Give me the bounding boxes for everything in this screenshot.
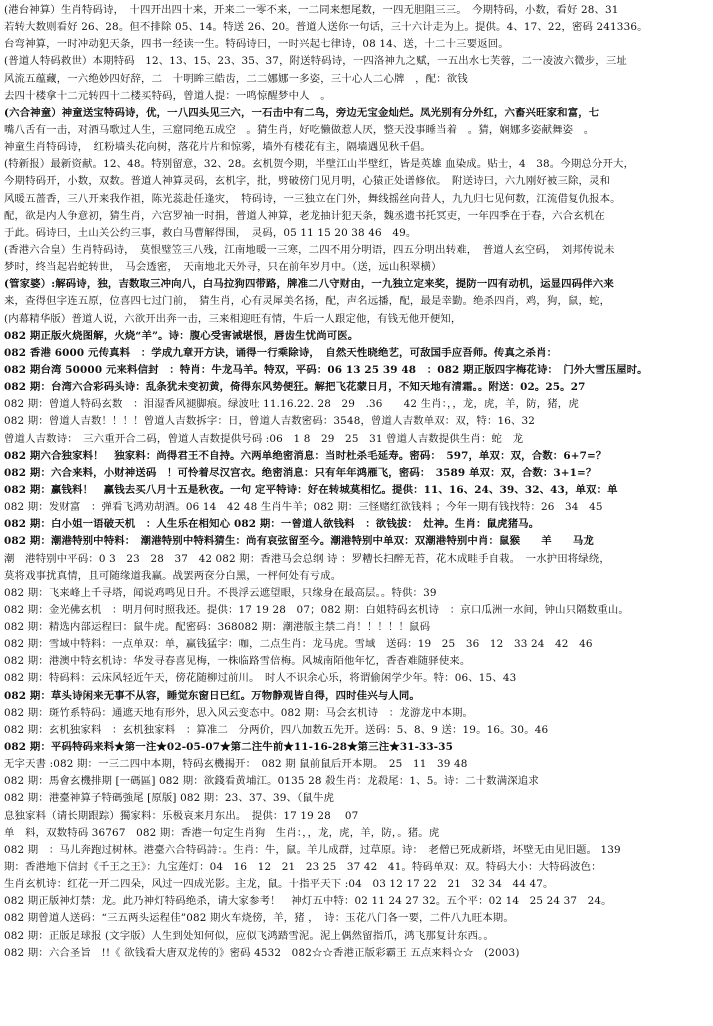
text-line: 082 期：特码料：云床风轻近午天，傍花随柳过前川。 时人不识余心乐，将谓偷闲学少年。特：06、15、43 xyxy=(4,672,517,685)
text-line: 于此。码诗曰，土山关公约三事，救白马曹解得围， 灵码，05 11 15 20 38 46 49。 xyxy=(4,226,417,239)
text-line: 曾道人吉数诗： 三六重开合二码，曾道人吉数提供号码 :06 1 8 29 25 31 曾道人吉数提供生肖：蛇 龙 xyxy=(4,432,524,445)
text-line: 082 期：六合圣旨 !!《 欲钱看大唐双龙传的》密码 4532 082☆☆香港正版彩霸王 五点来料☆☆ (2003) xyxy=(4,946,520,959)
text-line: 来，查得但字连五原，位喜四七过门前， 猜生肖，心有灵犀美名扬，配，声名远播，配，最是幸勤。绝杀四肖，鸡，狗，鼠，蛇， xyxy=(4,295,611,308)
text-line: 082 期正版神灯禁：龙。此乃神灯特码绝杀，请大家参考！ 神灯五中特：02 11 24 27 32。五个平：02 14 25 24 37 24。 xyxy=(4,895,612,908)
text-line: 082 期：港臺神算子特碼強尾 [原版] 082 期：23、37、39、（鼠牛虎 xyxy=(4,792,335,805)
text-line: 配，欲是内人争意初，猜生肖，六宫罗袖一时捐，普道人神算，老龙抽计犯天条，魏丞遗书托冥吏，一年四季在于春，六合玄机在 xyxy=(4,209,605,222)
text-line: 今期特码开，小数，双数。普道人神算灵码，玄机字，批，劈破傍门见月明，心猿正处谱修依。 附送诗曰，六九刚好被三除，灵和 xyxy=(4,175,611,188)
text-line: 082 期正版火烧图解，火烧“羊”。诗：腹心受害诫堪恨，唇齿生忧尚可医。 xyxy=(4,329,359,342)
text-line: 莫将戏事扰真情，且可随缘道我赢。战罢两奁分白黑，一枰何处有亏成。 xyxy=(4,569,342,582)
text-line: (港台神算）生肖特码诗， 十四开出四十来，开来二一零不来，一二同来想尾数，一四无胆阻三三。 今期特码，小数，看好 28、31 xyxy=(4,4,619,16)
text-line: 082 期台湾 50000 元来料信封 ：特肖：牛龙马羊。特双，平码：06 13 25 39 48 ：082 期正版四字梅花诗： 门外大雪压屋时。 xyxy=(4,363,648,376)
text-line: 082 期：白小姐一语破天机 ：人生乐在相知心 082 期：一曾道人欲钱料 ：欲钱拔： 灶神。生肖：鼠虎猪马。 xyxy=(4,518,540,531)
text-line: 去四十楼拿十二元转四十二楼买特码，曾道人提：一鸣惊醒梦中人 。 xyxy=(4,89,331,102)
text-line: (普道人特码救世）本期特码 12、13、15、23、35、37，附送特码诗，一四洛神九之赋，一五出水七芙蓉，二一凌波六微步，三址 xyxy=(4,55,627,68)
text-line: 若转大数则看好 26、28。但不排除 05、14。特送 26、20。普道人送你一句话，三十六计走为上。提供。4、17、22，密码 241336。 xyxy=(4,21,648,34)
text-line: 082 期曾道人送码：“三五两头运程佳”082 期火车烧傍，羊，猪 ， 诗：玉花八门各一要，二件八九旺本期。 xyxy=(4,912,514,925)
text-line: (六合神童）神童送宝特码诗，优，一八四头见三六，一石击中有二鸟，旁边无宝金灿烂。凤光别有分外红，六畜兴旺家和富，七 xyxy=(4,106,600,119)
text-line: (香港六合皇）生肖特码诗， 莫恨璧笠三八残，江南地暖一三寒，二四不用分明语，四五分明出转难， 普道人玄空码， 刘邦传说未 xyxy=(4,243,615,256)
text-line: 单 料，双数特码 36767 082 期：香港一句定生肖狗 生肖：，，龙，虎，羊，防，。猪。虎 xyxy=(4,826,440,839)
text-line: 082 期：曾道人特码玄数 ：泪湿香风褪脚痕。绿波吐 11.16.22. 28 29 .36 42 生肖：，，龙，虎，羊，防，猪，虎 xyxy=(4,398,579,411)
text-line: 082 期：金光佛玄机 ：明月何时照我还。提供：17 19 28 07；082 期：白姐特码玄机诗 ：京口瓜洲一水间，钟山只隔数重山。 xyxy=(4,603,629,616)
text-line: (内幕精华版）普道人说，六欲开出奔一击，三来相迎旺有情，牛后一人跟定他，有钱无他开便知， xyxy=(4,312,462,325)
text-line: 082 期：雪域中特料：一点单双：单，赢钱猛字：咖，二点生肖：龙马虎。雪域 送码：19 25 36 12 33 24 42 46 xyxy=(4,638,593,651)
text-line: 082 期：精选内部运程曰：鼠牛虎。配密码：368082 期：潮港版主禁二肖！！！！！鼠码 xyxy=(4,621,431,634)
text-line: 082 期：正版足球报 (文字版）人生到处知何似，应似飞鸿踏雪泥。泥上偶然留指爪，鸿飞那复计东西。。 xyxy=(4,929,494,942)
text-line: (特新报）最新资献。12、48。特别留意，32、28。玄机贺今期，半壁江山半壁红，皆是英雄 血染成。贴士，4 38。今期总分开大， xyxy=(4,158,635,171)
text-line: 梦时，终当起岩蛇转世， 马会透密， 天南地北天外寻，只在前年岁月中。（送，远山积翠横） xyxy=(4,261,442,274)
text-line: 082 期：潮港特别中特料： 潮港特别中特料猜生：尚有哀弦留至今。潮港特别中单双：双潮港特别中肖：鼠猴 羊 马龙 xyxy=(4,535,594,548)
text-line: (管家婆）:解码诗，独，吉数取三冲向八，白马拉狗四带路，牌准二八守财由，一九独立定来奖，提防一四有动机，运显四码伴六来 xyxy=(4,278,614,291)
text-line: 生肖玄机诗：红花一开二四朵，风过一四成光影。主龙，鼠。十指平天下 :04 03 12 17 22 21 32 34 44 47。 xyxy=(4,878,554,891)
text-line: 082 期：斑竹系特码：通遮天地有形外，思入风云变态中。082 期：马会玄机诗 ：龙游龙中本期。 xyxy=(4,706,474,719)
text-line: 082 期：飞来峰上千寻塔，闻说鸡鸣见日升。不畏浮云遮望眼，只缘身在最高层。。特供：39 xyxy=(4,586,437,599)
text-line: 082 期：发财富 ：弹看飞鸿劝胡酒。06 14 42 48 生肖牛羊；082 期：三怪赌红欲钱料 ；今年一期有钱找特：26 34 45 xyxy=(4,501,603,514)
text-line: 082 期：玄机独家料 ：玄机独家料 ：算准二 分两价，四八加数五先开。送码：5、8、9 送：19。16。30。46 xyxy=(4,723,549,736)
text-line: 082 期 ：马儿奔跑过树林。港臺六合特码詩：。生肖：牛，鼠。羊儿成群，过草原。诗： 老僧已死成新塔，坏壁无由见旧题。 139 xyxy=(4,843,621,856)
text-line: 082 期：馬會玄機排期 [一碼區] 082 期：欲錢看黄埔江。0135 28 殺生肖：龙殺尾：1、5。诗：二十数满深追求 xyxy=(4,775,539,788)
text-line: 神童生肖特码诗， 红粉墙头花向树，落花片片和惊雾，墙外有楼花有主，隔墙遇见秋千倡。 xyxy=(4,141,431,154)
text-line: 082 期：台湾六合彩码头诗：乱条犹未变初黄，倚得东风势便狂。解把飞花蒙日月，不知天地有清霜。。附送：02。25。27 xyxy=(4,381,586,394)
text-line: 息独家料（请长期跟踪）獨家料：乐极哀来月东出。 提供：17 19 28 07 xyxy=(4,809,359,822)
text-line: 082 期：草头诗闲来无事不从容，睡觉东窗日已红。万物静观皆自得，四时佳兴与人同。 xyxy=(4,689,420,702)
text-line: 082 香港 6000 元传真料 ：学成九章开方诀，诵得一行乘除诗， 自然天性晓绝艺，可敌国手应吾师。传真之杀肖： xyxy=(4,346,558,359)
text-line: 风流五蕴藏，一六绝妙四好辞，二 十明眸三皓齿，二二娜娜一多姿，三十心人二心牌 ，配：欲钱 xyxy=(4,72,468,85)
text-line: 无字天書 :082 期：一三二四中本期，特码玄機揭开： 082 期 鼠前鼠后开本期。 25 11 39 48 xyxy=(4,758,468,771)
text-line: 期：香港地下信封《千王之王》：九宝莲灯：04 16 12 21 23 25 37 42 41。特码单双：双。特码大小：大特码波色： xyxy=(4,861,602,874)
text-line: 082 期：港澳中特玄机诗：华发寻春喜见梅，一株临路雪倍梅。风城南陌他年忆，香杳难随驿使来。 xyxy=(4,655,471,668)
text-line: 风暖五蔷香，三八开来我作祖，陈光蕊赴任逢灾， 特码诗，一三独立在门外，舞线摇丝向昔人，九九归七见何数，江流借复仇报本。 xyxy=(4,192,621,205)
text-line: 潮 港特别中平码：0 3 23 28 37 42 082 期：香港马会总纲 诗 ：罗糟长扫醉无苔，花木成畦手自栽。 一水护田将绿绕， xyxy=(4,552,610,565)
text-line: 台弯神算，一时冲动犯天条，四书一经读一生。特码诗曰，一时兴起七律诗，08 14、送，十二十三要返回。 xyxy=(4,38,509,51)
text-line: 082 期：曾道人吉数！！！！曾道人吉数拆字：日，曾道人吉数密码：3548，曾道人吉数单双：双，特：16、32 xyxy=(4,415,536,428)
text-line: 嘴八舌有一击，对酒马歌过人生，三窟同绝五成空 。猜生肖，好吃懒做惹人厌，整天没事睡当着 。猜，娴娜多姿献舞姿 。 xyxy=(4,123,595,136)
text-line: 082 期：赢钱料！ 赢钱去买八月十五是秋夜。一句 定平特诗：好在转城莫相忆。提供：11、16、24、39、32、43，单双：单 xyxy=(4,483,618,496)
text-line: 082 期：六合来料，小财神送码 ！可怜着尽汉宫衣。绝密消息：只有年年鸿雁飞，密码： 3589 单双：双，合数：3+1=？ xyxy=(4,466,597,479)
text-line: 082 期六合独家料！ 独家料：尚得君王不自持。六两单绝密消息：当时杜杀毛延寿。密码： 597，单双：双，合数：6+7=？ xyxy=(4,449,607,462)
text-line: 082 期：平码特码来料★第一注★02-05-07★第二注牛前★11-16-28★第三注★31-33-35 xyxy=(4,741,454,754)
